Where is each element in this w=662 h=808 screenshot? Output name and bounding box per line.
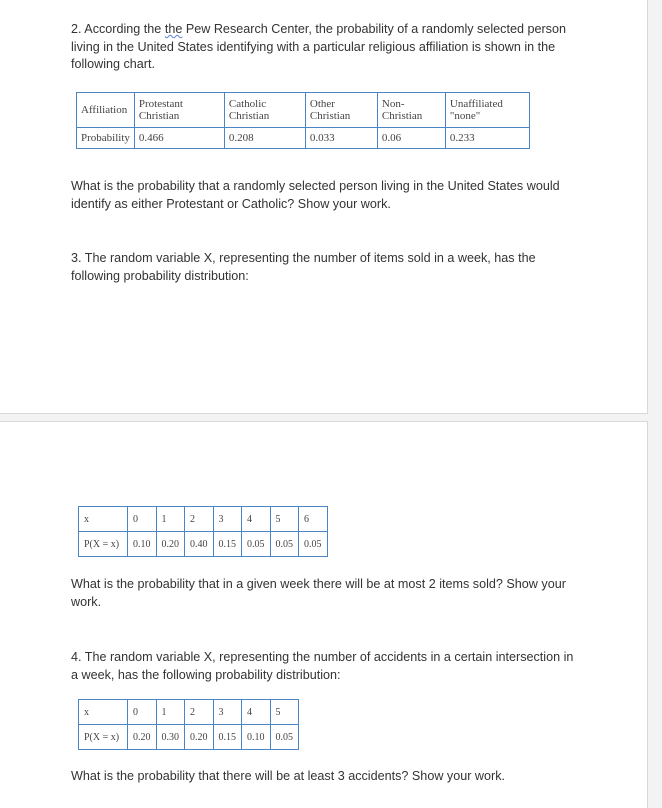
items-sold-distribution-table (78, 506, 328, 557)
table-cell: 5 (270, 507, 299, 532)
table-cell: 0.30 (156, 725, 185, 750)
table-cell: 4 (242, 700, 271, 725)
header-label: Affiliation (77, 93, 135, 128)
accidents-distribution-table (78, 699, 299, 750)
question-2-intro: 2. According the the Pew Research Center, the probability of a randomly selected person living in the United States identifying with a particular religious affiliation is shown in the following chart. (71, 22, 566, 71)
table-cell: 0.10 (128, 532, 157, 557)
table-cell: 4 (242, 507, 271, 532)
table-cell: 0.10 (242, 725, 271, 750)
religion-probability-table (76, 92, 530, 149)
table-cell: 0.05 (242, 532, 271, 557)
table-cell: 5 (270, 700, 299, 725)
table-cell: 1 (156, 700, 185, 725)
column-header: Non-Christian (377, 93, 445, 128)
column-header: Catholic Christian (224, 93, 305, 128)
p-label: P(X = x) (79, 725, 128, 750)
question-4-prompt: What is the probability that there will be at least 3 accidents? Show your work. (71, 769, 505, 783)
table-row (77, 128, 530, 149)
table-cell: 6 (299, 507, 328, 532)
table-cell: 0.05 (299, 532, 328, 557)
table-cell: 0.20 (185, 725, 214, 750)
question-2-prompt: What is the probability that a randomly selected person living in the United States would identify as either Protestant or Catholic? Show your work. (71, 179, 560, 211)
duplicate-word-mark: the (164, 22, 183, 36)
table-cell: 2 (185, 507, 214, 532)
table-cell: 0.15 (213, 725, 242, 750)
table-cell: 0.466 (134, 128, 224, 149)
table-row (79, 725, 299, 750)
table-row (77, 93, 530, 128)
table-cell: 0.06 (377, 128, 445, 149)
table-cell: 0.20 (156, 532, 185, 557)
p-label: P(X = x) (79, 532, 128, 557)
table-cell: 2 (185, 700, 214, 725)
x-label: x (79, 700, 128, 725)
table-cell: 0.40 (185, 532, 214, 557)
column-header: Other Christian (305, 93, 377, 128)
table-row (79, 700, 299, 725)
column-header: Protestant Christian (134, 93, 224, 128)
question-3-intro: 3. The random variable X, representing the number of items sold in a week, has the following probability distribution: (71, 251, 536, 283)
row-label: Probability (77, 128, 135, 149)
table-cell: 0 (128, 700, 157, 725)
table-cell: 3 (213, 507, 242, 532)
table-cell: 0.033 (305, 128, 377, 149)
table-cell: 0.05 (270, 532, 299, 557)
question-4-intro: 4. The random variable X, representing the number of accidents in a certain intersection in a week, has the following probability distribution: (71, 650, 574, 682)
page-2 (0, 421, 648, 808)
table-cell: 0.208 (224, 128, 305, 149)
table-cell: 0.15 (213, 532, 242, 557)
table-row (79, 532, 328, 557)
table-cell: 0.20 (128, 725, 157, 750)
table-cell: 3 (213, 700, 242, 725)
table-cell: 1 (156, 507, 185, 532)
x-label: x (79, 507, 128, 532)
table-row (79, 507, 328, 532)
table-cell: 0 (128, 507, 157, 532)
table-cell: 0.05 (270, 725, 299, 750)
table-cell: 0.233 (445, 128, 529, 149)
column-header: Unaffiliated "none" (445, 93, 529, 128)
question-3-prompt: What is the probability that in a given week there will be at most 2 items sold? Show your work. (71, 577, 566, 609)
